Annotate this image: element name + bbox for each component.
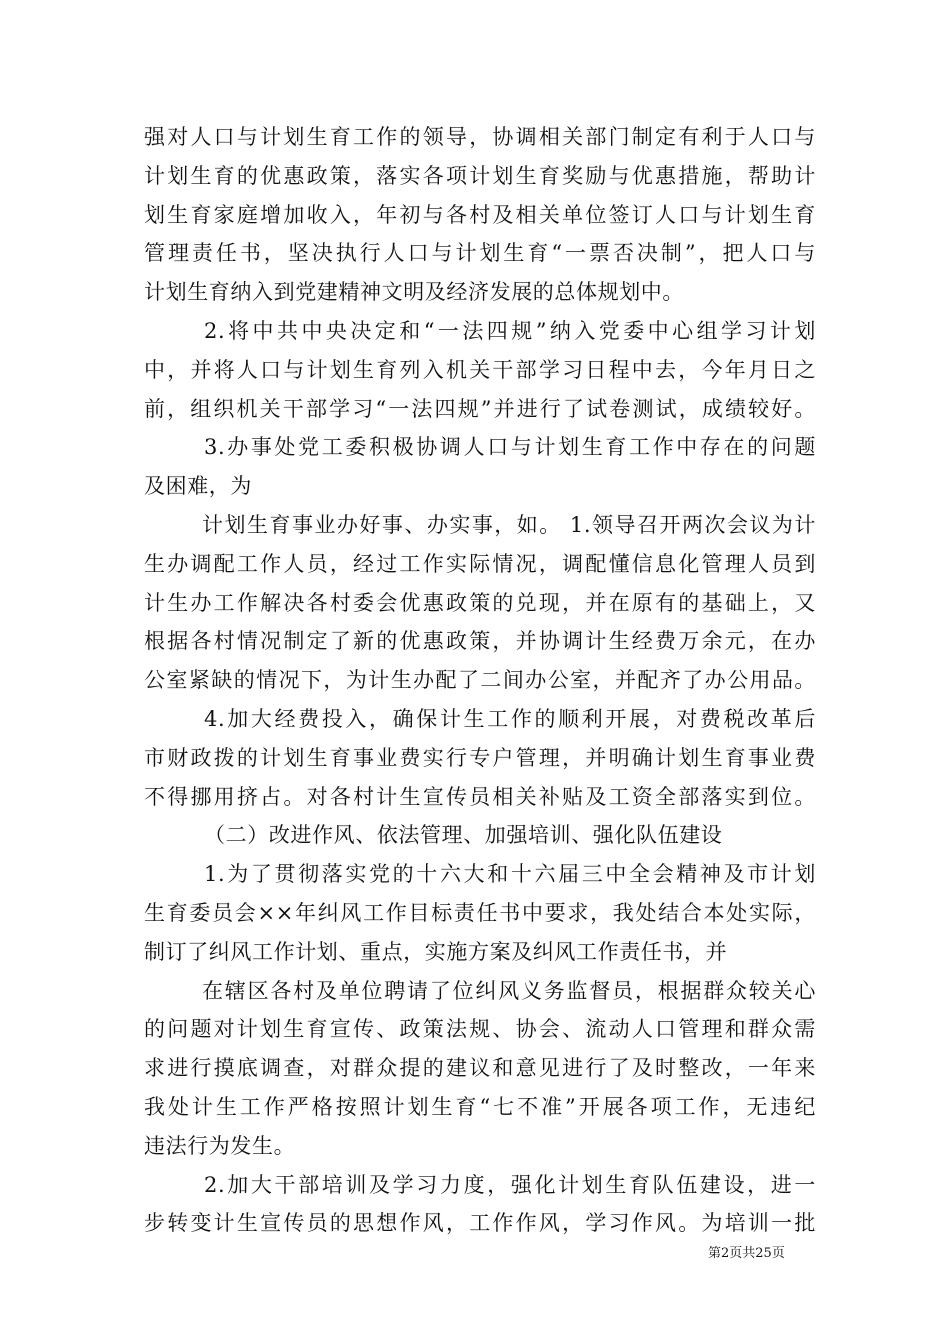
text-line: 我处计生工作严格按照计划生育“七不准”开展各项工作，无违纪	[144, 1094, 816, 1119]
text-line: 违法行为发生。	[144, 1133, 296, 1158]
page-number: 第2页共25页	[708, 1246, 785, 1261]
text-line: 及困难，为	[144, 474, 252, 499]
text-line: 步转变计生宣传员的思想作风，工作作风，学习作风。为培训一批	[144, 1211, 816, 1236]
document-body	[144, 118, 816, 1243]
text-line: 计划生育的优惠政策，落实各项计划生育奖励与优惠措施，帮助计	[144, 163, 816, 188]
text-line: 前，组织机关干部学习“一法四规”并进行了试卷测试，成绩较好。	[144, 396, 816, 421]
text-line: 中，并将人口与计划生育列入机关干部学习日程中去，今年月日之	[144, 357, 816, 382]
text-line: 生育委员会××年纠风工作目标责任书中要求，我处结合本处实际，	[144, 900, 816, 925]
text-line: 的问题对计划生育宣传、政策法规、协会、流动人口管理和群众需	[144, 1017, 816, 1042]
text-line: 计划生育事业办好事、办实事，如。 1.领导召开两次会议为计	[202, 512, 816, 537]
text-line: 不得挪用挤占。对各村计生宣传员相关补贴及工资全部落实到位。	[144, 784, 816, 809]
text-line: 根据各村情况制定了新的优惠政策，并协调计生经费万余元，在办	[144, 629, 816, 654]
text-line: 2.加大干部培训及学习力度，强化计划生育队伍建设，进一	[204, 1172, 816, 1197]
text-line: 求进行摸底调查，对群众提的建议和意见进行了及时整改，一年来	[144, 1056, 816, 1081]
section-heading: （二）改进作风、依法管理、加强培训、强化队伍建设	[204, 823, 723, 848]
text-line: 2.将中共中央决定和“一法四规”纳入党委中心组学习计划	[204, 318, 816, 343]
text-line: 4.加大经费投入，确保计生工作的顺利开展，对费税改革后	[204, 706, 816, 731]
text-line: 市财政拨的计划生育事业费实行专户管理，并明确计划生育事业费	[144, 745, 816, 770]
text-line: 生办调配工作人员，经过工作实际情况，调配懂信息化管理人员到	[144, 551, 816, 576]
text-line: 计生办工作解决各村委会优惠政策的兑现，并在原有的基础上，又	[144, 590, 816, 615]
text-line: 划生育家庭增加收入，年初与各村及相关单位签订人口与计划生育	[144, 202, 816, 227]
text-line: 1.为了贯彻落实党的十六大和十六届三中全会精神及市计划	[204, 862, 816, 887]
text-line: 计划生育纳入到党建精神文明及经济发展的总体规划中。	[144, 280, 684, 305]
text-line: 管理责任书，坚决执行人口与计划生育“一票否决制”，把人口与	[144, 241, 816, 266]
text-line: 制订了纠风工作计划、重点，实施方案及纠风工作责任书，并	[144, 939, 728, 964]
text-line: 3.办事处党工委积极协调人口与计划生育工作中存在的问题	[204, 435, 816, 460]
text-line: 公室紧缺的情况下，为计生办配了二间办公室，并配齐了办公用品。	[144, 668, 816, 693]
text-line: 在辖区各村及单位聘请了位纠风义务监督员，根据群众较关心	[202, 978, 816, 1003]
text-line: 强对人口与计划生育工作的领导，协调相关部门制定有利于人口与	[144, 125, 816, 149]
